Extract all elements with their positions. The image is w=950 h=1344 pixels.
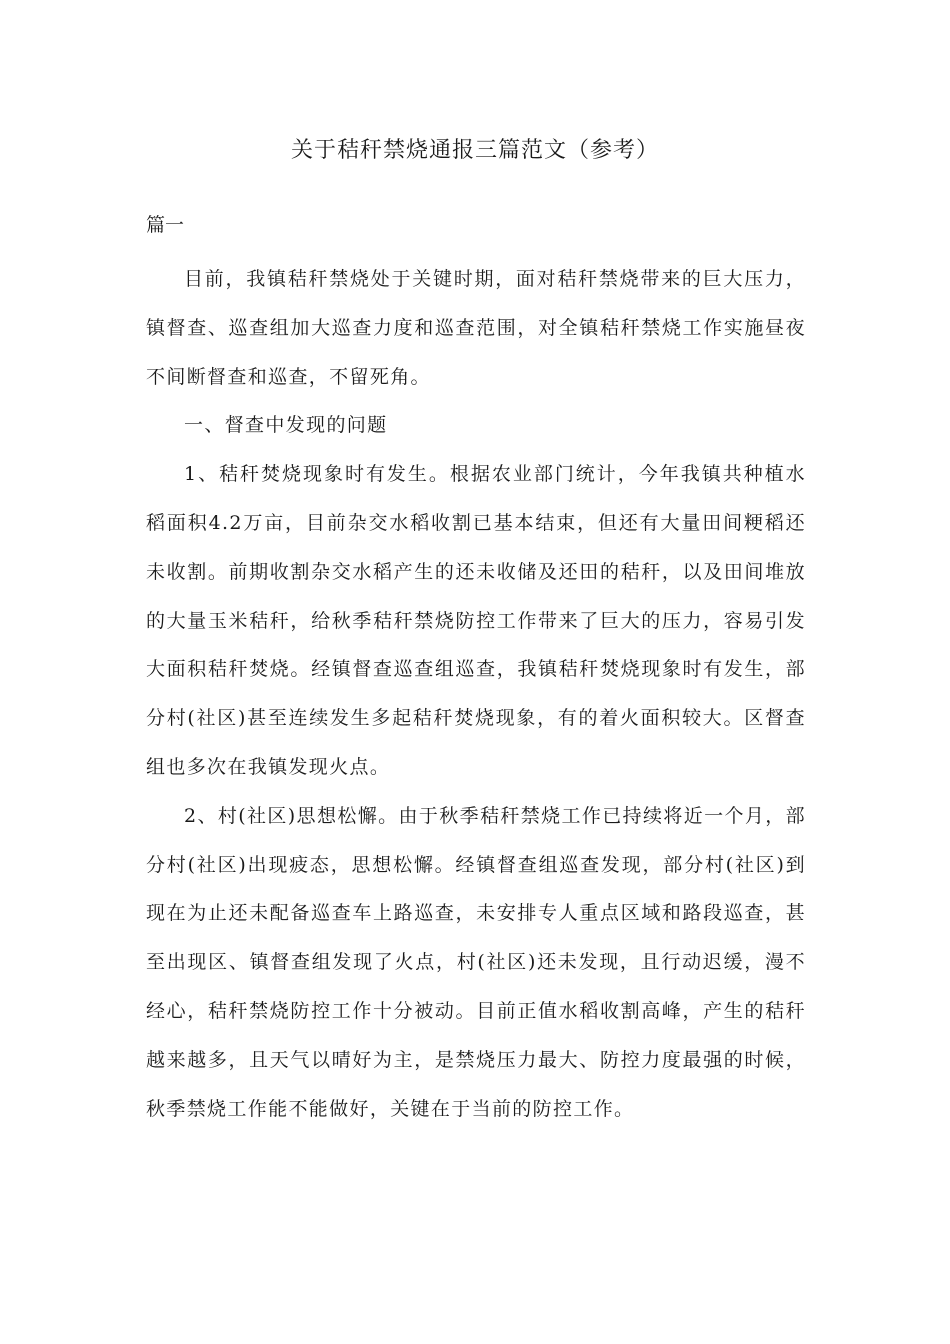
section-label: 篇一	[146, 214, 185, 236]
document-title: 关于秸秆禁烧通报三篇范文（参考）	[290, 138, 659, 163]
paragraph-intro: 目前，我镇秸秆禁烧处于关键时期，面对秸秆禁烧带来的巨大压力，镇督查、巡查组加大巡查力度和巡查范围，对全镇秸秆禁烧工作实施昼夜不间断督查和巡查，不留死角。	[146, 268, 806, 388]
paragraph-item-1: 1、秸秆焚烧现象时有发生。根据农业部门统计，今年我镇共种植水稻面积4.2万亩，目前杂交水稻收割已基本结束，但还有大量田间粳稻还未收割。前期收割杂交水稻产生的还未收储及还田的秸秆，以及田间堆放的大量玉米秸秆，给秋季秸秆禁烧防控工作带来了巨大的压力，容易引发大面积秸秆焚烧。经镇督查巡查组巡查，我镇秸秆焚烧现象时有发生，部分村(社区)甚至连续发生多起秸秆焚烧现象，有的着火面积较大。区督查组也多次在我镇发现火点。	[146, 463, 806, 778]
document-body	[146, 255, 806, 1133]
paragraph-item-2: 2、村(社区)思想松懈。由于秋季秸秆禁烧工作已持续将近一个月，部分村(社区)出现疲态，思想松懈。经镇督查组巡查发现，部分村(社区)到现在为止还未配备巡查车上路巡查，未安排专人重点区域和路段巡查，甚至出现区、镇督查组发现了火点，村(社区)还未发现，且行动迟缓，漫不经心，秸秆禁烧防控工作十分被动。目前正值水稻收割高峰，产生的秸秆越来越多，且天气以晴好为主，是禁烧压力最大、防控力度最强的时候，秋季禁烧工作能不能做好，关键在于当前的防控工作。	[146, 804, 806, 1120]
paragraph-heading-problems: 一、督查中发现的问题	[184, 414, 388, 437]
